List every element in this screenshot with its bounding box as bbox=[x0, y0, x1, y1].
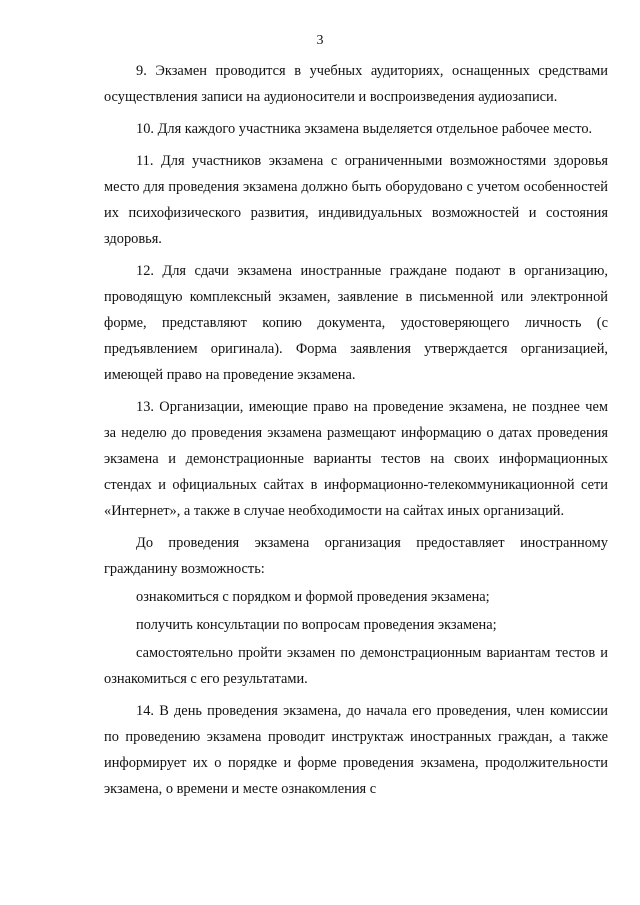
page-number: 3 bbox=[316, 33, 324, 48]
list-item-consultation: получить консультации по вопросам проведения экзамена; bbox=[136, 617, 497, 633]
list-item-familiarize: ознакомиться с порядком и формой проведения экзамена; bbox=[136, 589, 490, 605]
paragraph-item-9: 9. Экзамен проводится в учебных аудиториях, оснащенных средствами осуществления записи на аудионосители и воспроизведения аудиозаписи. bbox=[104, 63, 608, 105]
paragraph-item-13: 13. Организации, имеющие право на проведение экзамена, не позднее чем за неделю до проведения экзамена размещают информацию о датах проведения экзамена и демонстрационные варианты тестов на своих информационных стендах и официальных сайтах в информационно-телекоммуникационной сети «Интернет», а также в случае необходимости на сайтах иных организаций. bbox=[104, 399, 608, 519]
document-body bbox=[104, 58, 608, 802]
paragraph-item-10: 10. Для каждого участника экзамена выделяется отдельное рабочее место. bbox=[136, 121, 593, 137]
paragraph-item-12: 12. Для сдачи экзамена иностранные граждане подают в организацию, проводящую комплексный экзамен, заявление в письменной или электронной форме, представляют копию документа, удостоверяющего личность (с предъявлением оригинала). Форма заявления утверждается организацией, имеющей право на проведение экзамена. bbox=[104, 263, 608, 383]
paragraph-item-14: 14. В день проведения экзамена, до начала его проведения, член комиссии по проведению экзамена проводит инструктаж иностранных граждан, а также информирует их о порядке и форме проведения экзамена, продолжительности экзамена, о времени и месте ознакомления с bbox=[104, 703, 608, 797]
paragraph-item-11: 11. Для участников экзамена с ограниченными возможностями здоровья место для проведения экзамена должно быть оборудовано с учетом особенностей их психофизического развития, индивидуальных возможностей и состояния здоровья. bbox=[104, 153, 608, 247]
paragraph-possibilities-intro: До проведения экзамена организация предоставляет иностранному гражданину возможность: bbox=[104, 535, 608, 577]
list-item-demo-tests: самостоятельно пройти экзамен по демонстрационным вариантам тестов и ознакомиться с его результатами. bbox=[104, 645, 608, 687]
